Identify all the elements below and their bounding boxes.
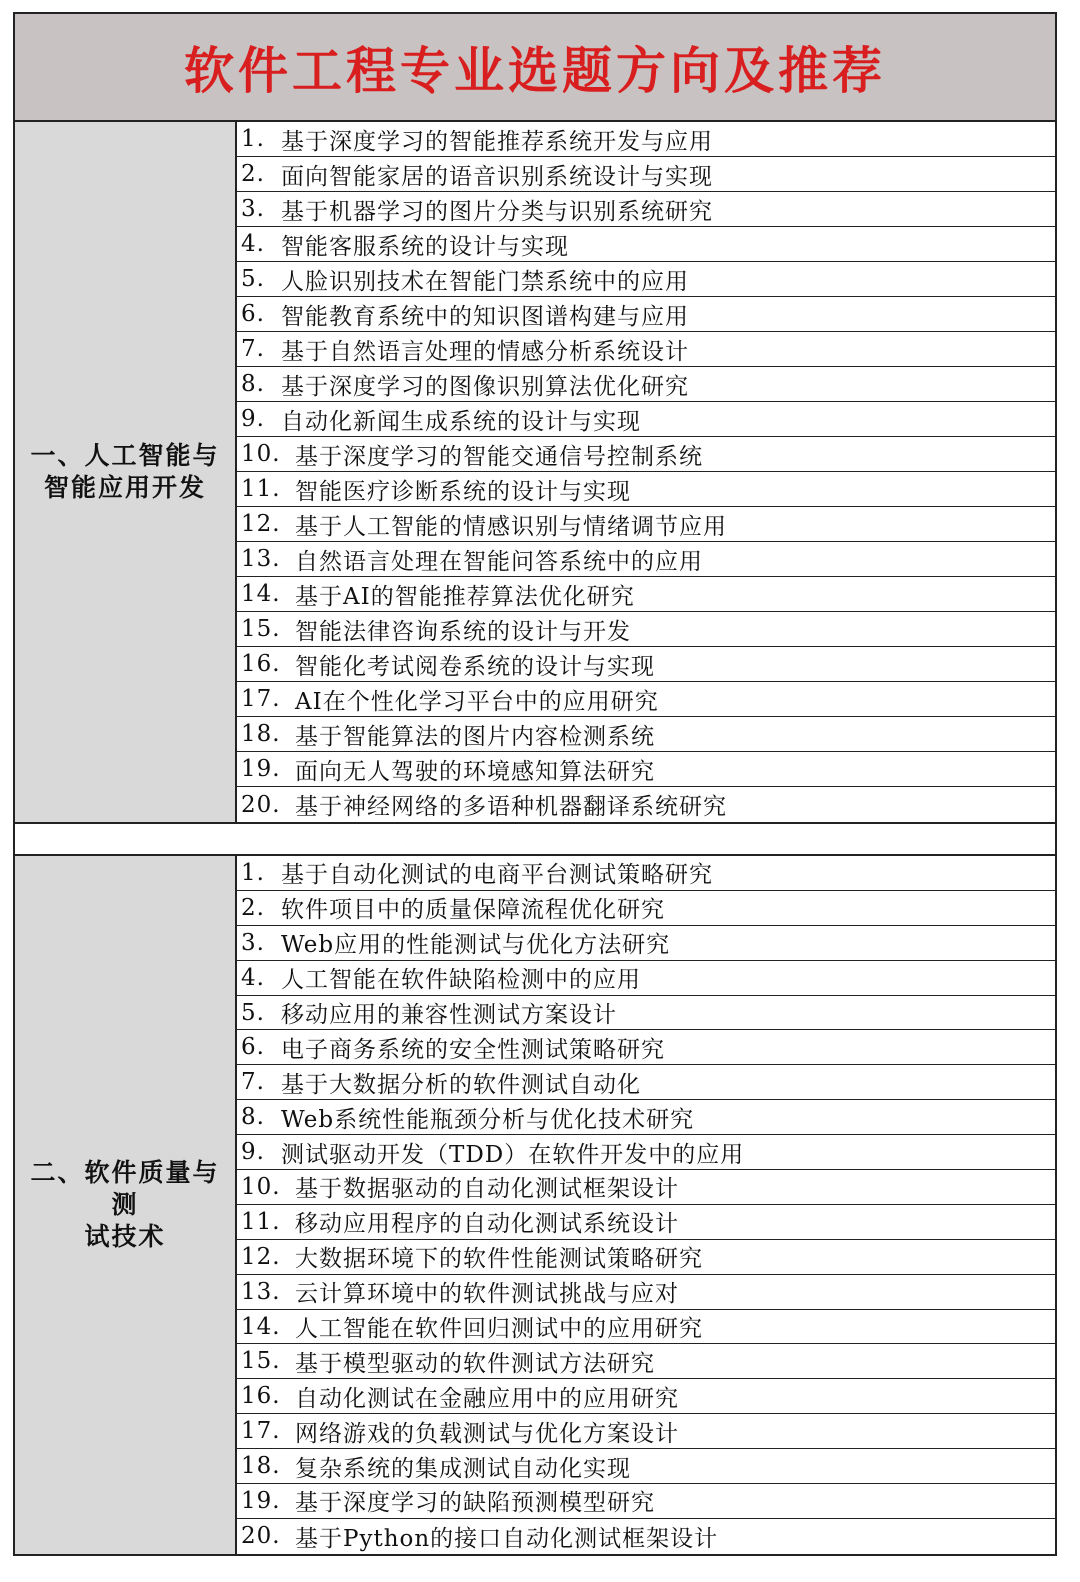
topic-text: 基于自动化测试的电商平台测试策略研究 [281, 862, 713, 889]
table-row [237, 1065, 1055, 1100]
table-row [237, 961, 1055, 996]
table-row [237, 1100, 1055, 1135]
section-quality-testing [15, 856, 1055, 1554]
table-row [237, 262, 1055, 297]
section-label-line1: 一、人工智能与 [30, 441, 220, 470]
table-row [237, 437, 1055, 472]
table-row [237, 402, 1055, 437]
topic-number: 9. [241, 406, 265, 432]
topic-list [237, 856, 1055, 1554]
topic-number: 13. [241, 1278, 281, 1305]
topic-text: 人工智能在软件回归测试中的应用研究 [295, 1316, 703, 1343]
topic-number: 6. [241, 1034, 265, 1061]
section-label [15, 856, 237, 1554]
table-row [237, 157, 1055, 192]
topic-text: 软件项目中的质量保障流程优化研究 [281, 897, 665, 924]
topic-number: 5. [241, 999, 265, 1026]
topic-text: 移动应用的兼容性测试方案设计 [281, 1002, 617, 1028]
topic-text: 基于机器学习的图片分类与识别系统研究 [281, 198, 713, 225]
title-bar [15, 14, 1055, 122]
topic-text: 自然语言处理在智能问答系统中的应用 [295, 548, 703, 575]
table-row [237, 647, 1055, 682]
table-row [237, 787, 1055, 822]
topic-number: 6. [241, 301, 265, 327]
table-row [237, 926, 1055, 961]
table-row [237, 717, 1055, 752]
table-row [237, 1344, 1055, 1379]
topic-number: 20. [241, 1523, 281, 1550]
topic-number: 12. [241, 511, 281, 537]
topic-number: 17. [241, 1418, 281, 1445]
topic-text: 基于模型驱动的软件测试方法研究 [295, 1350, 655, 1377]
section-label-line1: 二、软件质量与测 [30, 1158, 220, 1219]
topic-number: 15. [241, 616, 281, 642]
table-row [237, 577, 1055, 612]
topic-number: 11. [241, 1208, 281, 1235]
section-ai [15, 122, 1055, 822]
table-row [237, 1449, 1055, 1484]
topic-number: 7. [241, 1069, 265, 1096]
table-row [237, 1310, 1055, 1345]
topic-text: 基于神经网络的多语种机器翻译系统研究 [295, 794, 727, 820]
topic-text: 基于大数据分析的软件测试自动化 [281, 1071, 641, 1098]
topic-text: 面向无人驾驶的环境感知算法研究 [295, 758, 655, 785]
table-row [237, 1135, 1055, 1170]
table-row [237, 891, 1055, 926]
topic-text: 智能化考试阅卷系统的设计与实现 [295, 653, 655, 680]
table-row [237, 472, 1055, 507]
topic-number: 5. [241, 266, 265, 292]
topic-number: 15. [241, 1348, 281, 1375]
topic-number: 14. [241, 581, 281, 607]
topic-text: 基于人工智能的情感识别与情绪调节应用 [295, 513, 727, 540]
topic-text: 基于深度学习的图像识别算法优化研究 [281, 373, 689, 400]
topic-number: 10. [241, 441, 281, 467]
topic-text: 测试驱动开发（TDD）在软件开发中的应用 [281, 1141, 745, 1168]
topic-text: 基于AI的智能推荐算法优化研究 [295, 583, 635, 610]
topic-number: 18. [241, 721, 281, 747]
topic-text: 电子商务系统的安全性测试策略研究 [281, 1036, 665, 1063]
topic-number: 20. [241, 791, 281, 818]
section-divider [15, 822, 1055, 856]
topic-number: 11. [241, 476, 281, 502]
topic-text: 智能教育系统中的知识图谱构建与应用 [281, 303, 689, 330]
topic-text: 基于智能算法的图片内容检测系统 [295, 723, 655, 750]
table-row [237, 1170, 1055, 1205]
table-row [237, 1484, 1055, 1519]
table-row [237, 752, 1055, 787]
table-row [237, 856, 1055, 891]
topic-number: 18. [241, 1453, 281, 1480]
topic-number: 12. [241, 1243, 281, 1270]
topic-text: 网络游戏的负载测试与优化方案设计 [295, 1420, 679, 1447]
table-row [237, 192, 1055, 227]
topic-text: 大数据环境下的软件性能测试策略研究 [295, 1246, 703, 1273]
topic-table [13, 12, 1057, 1556]
topic-number: 19. [241, 1487, 281, 1514]
topic-number: 1. [241, 859, 265, 886]
topic-number: 14. [241, 1313, 281, 1340]
table-row [237, 612, 1055, 647]
topic-text: 智能法律咨询系统的设计与开发 [295, 618, 631, 645]
topic-text: 基于数据驱动的自动化测试框架设计 [295, 1176, 679, 1203]
section-label-line2: 智能应用开发 [43, 473, 206, 502]
topic-text: 人工智能在软件缺陷检测中的应用 [281, 967, 641, 994]
topic-text: 移动应用程序的自动化测试系统设计 [295, 1211, 679, 1238]
topic-text: 自动化新闻生成系统的设计与实现 [281, 408, 641, 435]
topic-number: 16. [241, 1383, 281, 1410]
topic-number: 2. [241, 894, 265, 921]
topic-text: 基于Python的接口自动化测试框架设计 [295, 1525, 719, 1552]
table-row [237, 297, 1055, 332]
table-row [237, 682, 1055, 717]
topic-number: 10. [241, 1173, 281, 1200]
table-row [237, 542, 1055, 577]
table-row [237, 1205, 1055, 1240]
table-row [237, 996, 1055, 1031]
page-title: 软件工程专业选题方向及推荐 [184, 42, 886, 100]
topic-number: 16. [241, 651, 281, 677]
topic-number: 4. [241, 964, 265, 991]
topic-text: 云计算环境中的软件测试挑战与应对 [295, 1281, 679, 1308]
topic-number: 19. [241, 756, 281, 782]
topic-text: 基于深度学习的缺陷预测模型研究 [295, 1490, 655, 1517]
table-row [237, 507, 1055, 542]
table-row [237, 1240, 1055, 1275]
topic-number: 8. [241, 1104, 265, 1131]
topic-list [237, 122, 1055, 822]
topic-number: 17. [241, 686, 281, 712]
topic-text: 人脸识别技术在智能门禁系统中的应用 [281, 268, 689, 295]
topic-text: 智能医疗诊断系统的设计与实现 [295, 478, 631, 505]
table-row [237, 227, 1055, 262]
table-row [237, 1379, 1055, 1414]
topic-number: 3. [241, 929, 265, 956]
section-label [15, 122, 237, 822]
table-row [237, 367, 1055, 402]
table-row [237, 1414, 1055, 1449]
topic-text: AI在个性化学习平台中的应用研究 [295, 688, 659, 715]
topic-number: 3. [241, 196, 265, 222]
table-row [237, 1275, 1055, 1310]
topic-number: 8. [241, 371, 265, 397]
topic-text: 基于深度学习的智能推荐系统开发与应用 [281, 128, 713, 155]
topic-text: Web应用的性能测试与优化方法研究 [281, 932, 671, 959]
topic-text: 基于自然语言处理的情感分析系统设计 [281, 338, 689, 365]
topic-text: 智能客服系统的设计与实现 [281, 233, 569, 260]
topic-number: 7. [241, 336, 265, 362]
topic-number: 4. [241, 231, 265, 257]
table-row [237, 332, 1055, 367]
table-row [237, 122, 1055, 157]
topic-text: 面向智能家居的语音识别系统设计与实现 [281, 163, 713, 190]
table-row [237, 1030, 1055, 1065]
topic-text: Web系统性能瓶颈分析与优化技术研究 [281, 1106, 695, 1133]
section-label-line2: 试技术 [84, 1222, 166, 1251]
topic-text: 复杂系统的集成测试自动化实现 [295, 1455, 631, 1482]
topic-text: 基于深度学习的智能交通信号控制系统 [295, 443, 703, 470]
topic-number: 2. [241, 161, 265, 187]
topic-text: 自动化测试在金融应用中的应用研究 [295, 1385, 679, 1412]
topic-number: 13. [241, 546, 281, 572]
table-row [237, 1519, 1055, 1554]
topic-number: 1. [241, 126, 265, 152]
topic-number: 9. [241, 1139, 265, 1166]
